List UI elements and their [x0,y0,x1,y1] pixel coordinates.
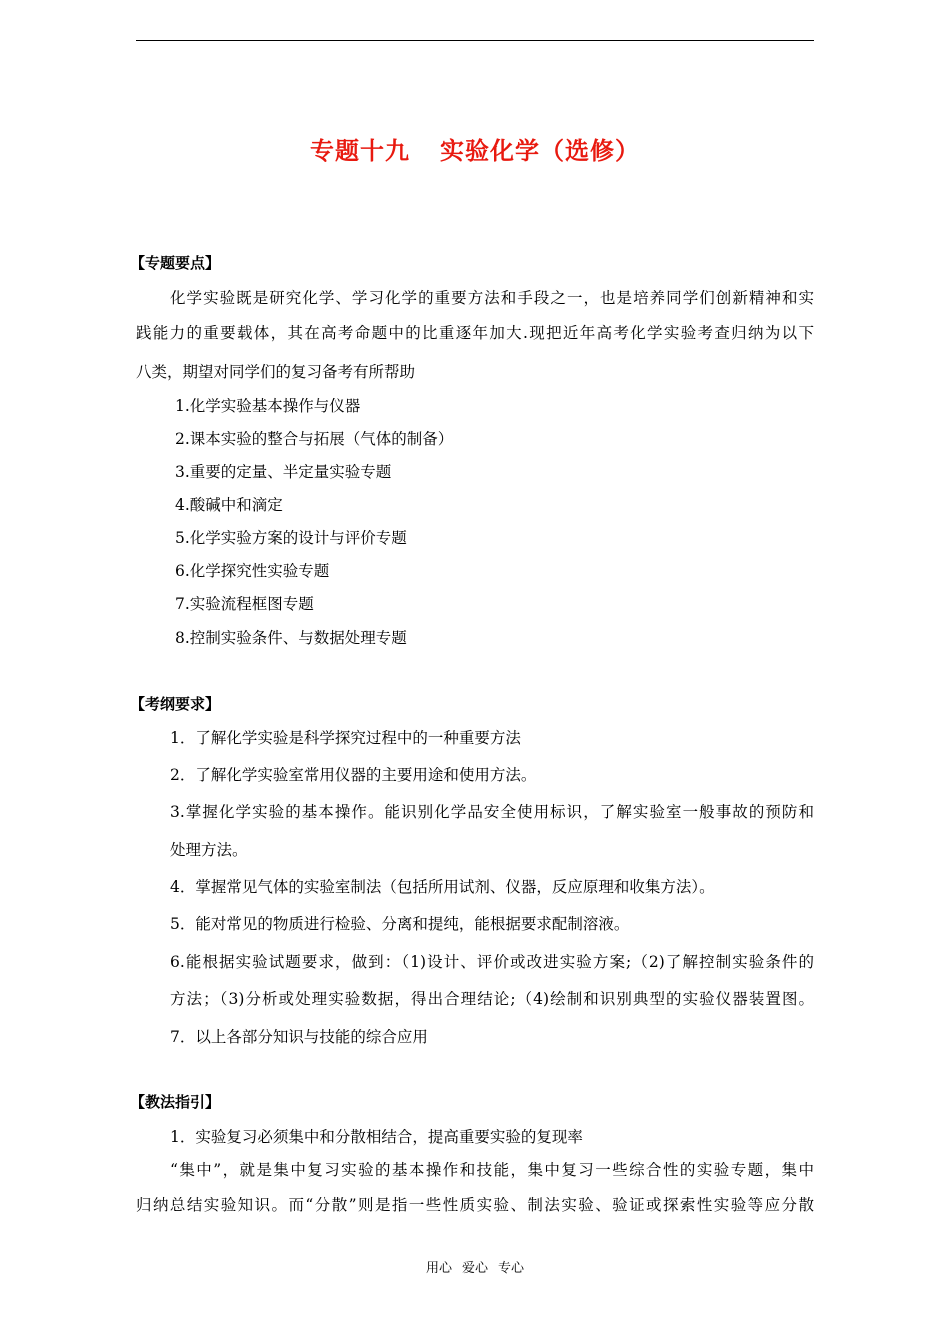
syllabus-line: 2．了解化学实验室常用仪器的主要用途和使用方法。 [170,766,537,784]
syllabus-line: 3.掌握化学实验的基本操作。能识别化学品安全使用标识，了解实验室一般事故的预防和 [170,803,814,821]
list-item: 4.酸碱中和滴定 [175,496,283,514]
footer-word: 用心 [425,1261,452,1276]
list-item: 1.化学实验基本操作与仪器 [175,397,361,415]
syllabus-line: 1．了解化学实验是科学探究过程中的一种重要方法 [170,729,521,747]
list-item: 5.化学实验方案的设计与评价专题 [175,529,407,547]
syllabus-line: 处理方法。 [170,841,248,859]
footer-word: 专心 [498,1261,525,1276]
syllabus-line: 4．掌握常见气体的实验室制法（包括所用试剂、仪器，反应原理和收集方法）。 [170,878,715,896]
section-heading-teaching-guide: 【教法指引】 [130,1093,221,1111]
syllabus-line: 方法；（3)分析或处理实验数据，得出合理结论;（4)绘制和识别典型的实验仪器装置图。 [170,990,814,1008]
section-heading-syllabus: 【考纲要求】 [130,695,221,713]
guide-line: 归纳总结实验知识。而“分散”则是指一些性质实验、制法实验、验证或探索性实验等应分散 [136,1196,814,1214]
list-item: 3.重要的定量、半定量实验专题 [175,463,392,481]
title-part2: 实验化学（选修） [440,137,640,165]
syllabus-line: 5．能对常见的物质进行检验、分离和提纯，能根据要求配制溶液。 [170,915,630,933]
intro-line-3: 八类，期望对同学们的复习备考有所帮助 [136,363,416,381]
syllabus-line: 6.能根据实验试题要求，做到：（1)设计、评价或改进实验方案;（2)了解控制实验条件的 [170,953,814,971]
page-footer [0,1257,950,1276]
list-item: 6.化学探究性实验专题 [175,562,330,580]
header-rule [136,40,814,41]
list-item: 7.实验流程框图专题 [175,595,314,613]
footer-word: 爱心 [461,1261,488,1276]
syllabus-line: 7．以上各部分知识与技能的综合应用 [170,1028,428,1046]
intro-line-2: 践能力的重要载体，其在高考命题中的比重逐年加大.现把近年高考化学实验考查归纳为以下 [136,324,814,342]
intro-line-1: 化学实验既是研究化学、学习化学的重要方法和手段之一，也是培养同学们创新精神和实 [170,289,814,307]
list-item: 2.课本实验的整合与拓展（气体的制备） [175,430,454,448]
page-title [0,131,950,166]
list-item: 8.控制实验条件、与数据处理专题 [175,629,407,647]
section-heading-key-points: 【专题要点】 [130,254,221,272]
title-part1: 专题十九 [310,137,410,165]
guide-line: 1．实验复习必须集中和分散相结合，提高重要实验的复现率 [170,1128,583,1146]
guide-line: “集中”，就是集中复习实验的基本操作和技能，集中复习一些综合性的实验专题，集中 [170,1161,814,1179]
